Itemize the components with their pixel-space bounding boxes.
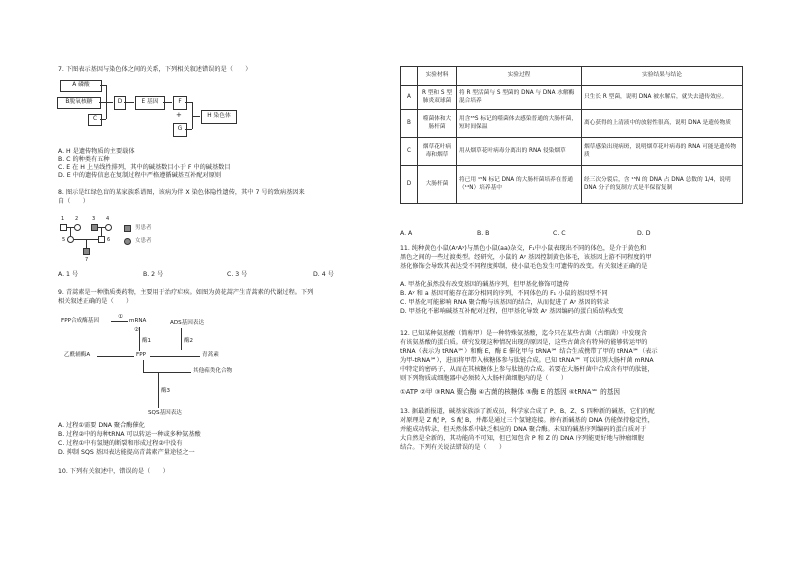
q12-stem-line: 则下列物质或细胞器中必须转入大肠杆菌细胞内的是（ ） [400,375,568,382]
table-row [401,86,743,110]
pedigree-5 [67,236,74,243]
row-material: 烟草花叶病毒和烟草 [418,138,457,166]
pedigree-7 [83,248,90,255]
q12-stem-line: 为甲-tRNA℠），进而将甲带入核糖体参与肽链合成。已知 tRNA℠ 可以识别大肠杆菌 mRNA [400,357,654,364]
q9-enzyme1: 酶1 [142,338,151,344]
q9-fpp-gene: FPP合成酶基因 [61,318,99,324]
q10-option-c[interactable]: C. C [553,230,566,237]
q9-ads-expression: ADS基因表达 [170,320,205,326]
q9-stem-line2: 相关叙述正确的是（ ） [58,298,133,305]
legend-male-label: 男患者 [135,225,152,231]
q7-box-f: F [173,96,187,110]
pedigree-4 [105,224,112,231]
q9-acetyl-coa: 乙酰辅酶A [64,352,91,358]
row-key: A [401,86,418,110]
q11-stem-line: 基化修饰会导致其表达受不同程度抑制，使小鼠毛色发生可遗传的改变。有关叙述正确的是 [400,263,648,270]
q8-option-c[interactable]: C. 3 号 [227,271,248,278]
q8-option-b[interactable]: B. 2 号 [143,271,164,278]
q7-stem: 7. 下图表示基因与染色体之间的关系，下列相关叙述错误的是（ ） [58,66,252,73]
row-result: 只生长 R 型菌，说明 DNA 被水解后，就失去遗传效应。 [582,86,743,110]
q7-box-c: C [88,114,102,126]
q11-stem-line: 黑色之间的一些过渡类型。经研究，小鼠的 Aʸ 基因控制黄色体毛，该基因上游不同程度的甲 [400,254,652,261]
q12-stem-line: 中特定的密码子，从而在其核糖体上参与肽链的合成。若要在大肠杆菌中合成含有甲的肽链， [400,366,654,373]
q7-option-b[interactable]: B. C 的种类有五种 [58,156,110,163]
q9-sqs-expression: SQS基因表达 [148,410,182,416]
table-header-row [401,67,743,86]
row-material: 噬菌体和大肠杆菌 [418,110,457,138]
pedigree-2 [74,224,81,231]
pedigree-label-3: 3 [92,216,96,222]
q12-stem-line: 有该氨基酸的蛋白质。研究发现这种情况出现的原因是，这些古菌含有特异的能够转运甲的 [400,339,648,346]
pedigree-label-2: 2 [75,216,79,222]
pedigree-label-5: 5 [62,237,66,243]
pedigree-label-1: 1 [61,216,65,222]
q7-box-b: B脱氧核糖 [57,97,101,109]
table-row [401,166,743,204]
q7-box-a: A 磷酸 [60,80,102,92]
row-material: 大肠杆菌 [418,166,457,204]
row-process: 用从烟草花叶病毒分离出的 RNA 侵染烟草 [457,138,582,166]
q11-option-d[interactable]: D. 甲基化不影响碱基互补配对过程，但甲基化导致 Aʸ 基因编码的蛋白质结构改变 [400,308,624,315]
q10-option-a[interactable]: A. A [400,230,413,237]
legend-female-icon [124,238,131,245]
q9-mrna: mRNA [129,318,147,324]
q10-option-d[interactable]: D. D [637,230,651,237]
q7-option-d[interactable]: D. E 中的遗传信息在复制过程中严格遵循碱基互补配对原则 [58,172,222,179]
table-header-result: 实验结果与结论 [582,67,743,86]
q12-stem-line: tRNA（表示为 tRNA℠）和酶 E，酶 E 催化甲与 tRNA℠ 结合生成携带了甲的 tRNA℠（表示 [400,348,658,355]
q8-stem-line1: 8. 图示是红绿色盲的某家族系谱图，该病为伴 X 染色体隐性遗传，其中 7 号的致病基因来 [58,189,305,196]
table-row [401,110,743,138]
legend-male-icon [124,225,131,232]
q9-step1: ① [118,314,123,320]
q11-option-b[interactable]: B. Aʸ 和 a 基因可能存在部分相同的序列，不同体色的 F₁ 小鼠的基因型不同 [400,290,608,297]
table-header-key [401,67,418,86]
q9-enzyme2: 酶2 [184,338,193,344]
q13-stem-line: 对原理是 Z 配 P，S 配 B，并都是通过三个氢键连接。掺有新碱基的 DNA 仍能保持稳定性， [400,417,654,424]
q7-option-a[interactable]: A. H 是遗传物质的主要载体 [58,148,135,155]
q9-step2: ② [134,327,139,333]
table-header-material: 实验材料 [418,67,457,86]
pedigree-label-7: 7 [85,257,89,263]
table-row [401,138,743,166]
q8-option-d[interactable]: D. 4 号 [313,271,334,278]
q9-option-c[interactable]: C. 过程①中有氢键的断裂和形成过程②中没有 [58,440,183,447]
q9-stem-line1: 9. 青蒿素是一种脂质类药物，主要用于治疗疟疾。如图为黄花蒿产生青蒿素的代谢过程。下列 [58,289,314,296]
q8-stem-line2: 自（ ） [58,198,89,205]
q11-option-a[interactable]: A. 甲基化虽然没有改变基因的碱基序列，但甲基化修饰可遗传 [400,281,569,288]
experiment-table [400,66,743,204]
pedigree-label-6: 6 [107,237,111,243]
q7-box-e: E 基因 [135,96,165,110]
row-result: 经三次分裂后，含 ¹⁵N 的 DNA 占 DNA 总数的 1/4，说明 DNA 分子的复制方式是半保留复制 [582,166,743,204]
q9-enzyme3: 酶3 [161,388,170,394]
q10-option-b[interactable]: B. B [477,230,490,237]
q9-artemisinin: 青蒿素 [202,352,219,358]
q9-option-a[interactable]: A. 过程①需要 DNA 聚合酶催化 [58,422,145,429]
q9-option-d[interactable]: D. 抑制 SQS 基因表达能提高青蒿素产量途径之一 [58,449,195,456]
q7-box-d: D [114,96,126,110]
legend-female-label: 女患者 [135,238,152,244]
pedigree-1 [60,224,67,231]
row-key: B [401,110,418,138]
q11-stem-line: 11. 纯种黄色小鼠(AʸAʸ)与黑色小鼠(aa)杂交，F₁中小鼠表现出不同的体色，是介于黄色和 [400,245,647,252]
row-process: 用含³⁵S 标记的噬菌体去感染普通的大肠杆菌，短时间保温 [457,110,582,138]
row-material: R 型和 S 型肺炎双球菌 [418,86,457,110]
table-header-process: 实验过程 [457,67,582,86]
q9-other-terpenoids: 其他萜类化合物 [193,368,233,374]
row-result: 离心获得的上清液中的放射性很高，说明 DNA 是遗传物质 [582,110,743,138]
pedigree-3 [91,224,98,231]
row-key: D [401,166,418,204]
q12-stem-line: 12. 已知某种氨基酸（简称甲）是一种特殊氨基酸，迄今只在某些古菌（古细菌）中发现含 [400,330,647,337]
q7-box-g: G [173,123,187,137]
q13-stem-line: 大自然是全新的，其功能尚不可知，但已知包含 P 和 Z 的 DNA 序列能更好地与肿瘤细胞 [400,435,644,442]
q11-option-c[interactable]: C. 甲基化可能影响 RNA 聚合酶与该基因的结合，从而促进了 Aʸ 基因的转录 [400,299,610,306]
q8-option-a[interactable]: A. 1 号 [58,271,79,278]
q9-option-b[interactable]: B. 过程②中的每种tRNA 可以转运一种或多种氨基酸 [58,431,201,438]
q7-option-c[interactable]: C. E 在 H 上呈线性排列，其中的碱基数目小于 F 中的碱基数目 [58,164,231,171]
q13-stem-line: 结合。下列有关说法错误的是（ ） [400,444,506,451]
q13-stem-line: 并能成功转录，但天然体系中缺乏相应的 DNA 聚合酶。未知的碱基序列编码的蛋白质对于 [400,426,647,433]
q9-fpp: FPP [136,352,146,358]
row-process: 将已用 ¹⁵N 标记 DNA 的大肠杆菌培养在普通（¹⁴N）培养基中 [457,166,582,204]
row-key: C [401,138,418,166]
pedigree-label-4: 4 [106,216,110,222]
q13-stem-line: 13. 据最新报道，碱基家族添了新成员，科学家合成了 P、B、Z、S 四种新的碱基，它们的配 [400,408,655,415]
q7-box-h: H 染色体 [201,110,237,124]
row-process: 将 R 型活菌与 S 型菌的 DNA 与 DNA 水解酶混合培养 [457,86,582,110]
row-result: 烟草感染出现病斑，说明烟草花叶病毒的 RNA 可能是遗传物质 [582,138,743,166]
q10-stem: 10. 下列有关叙述中，错误的是（ ） [58,468,169,475]
q12-items: ①ATP ②甲 ③RNA 聚合酶 ④古菌的核糖体 ⑤酶 E 的基因 ⑥tRNA℠ 的基因 [400,388,620,396]
pedigree-6 [98,236,105,243]
q7-plus: + [176,111,182,119]
